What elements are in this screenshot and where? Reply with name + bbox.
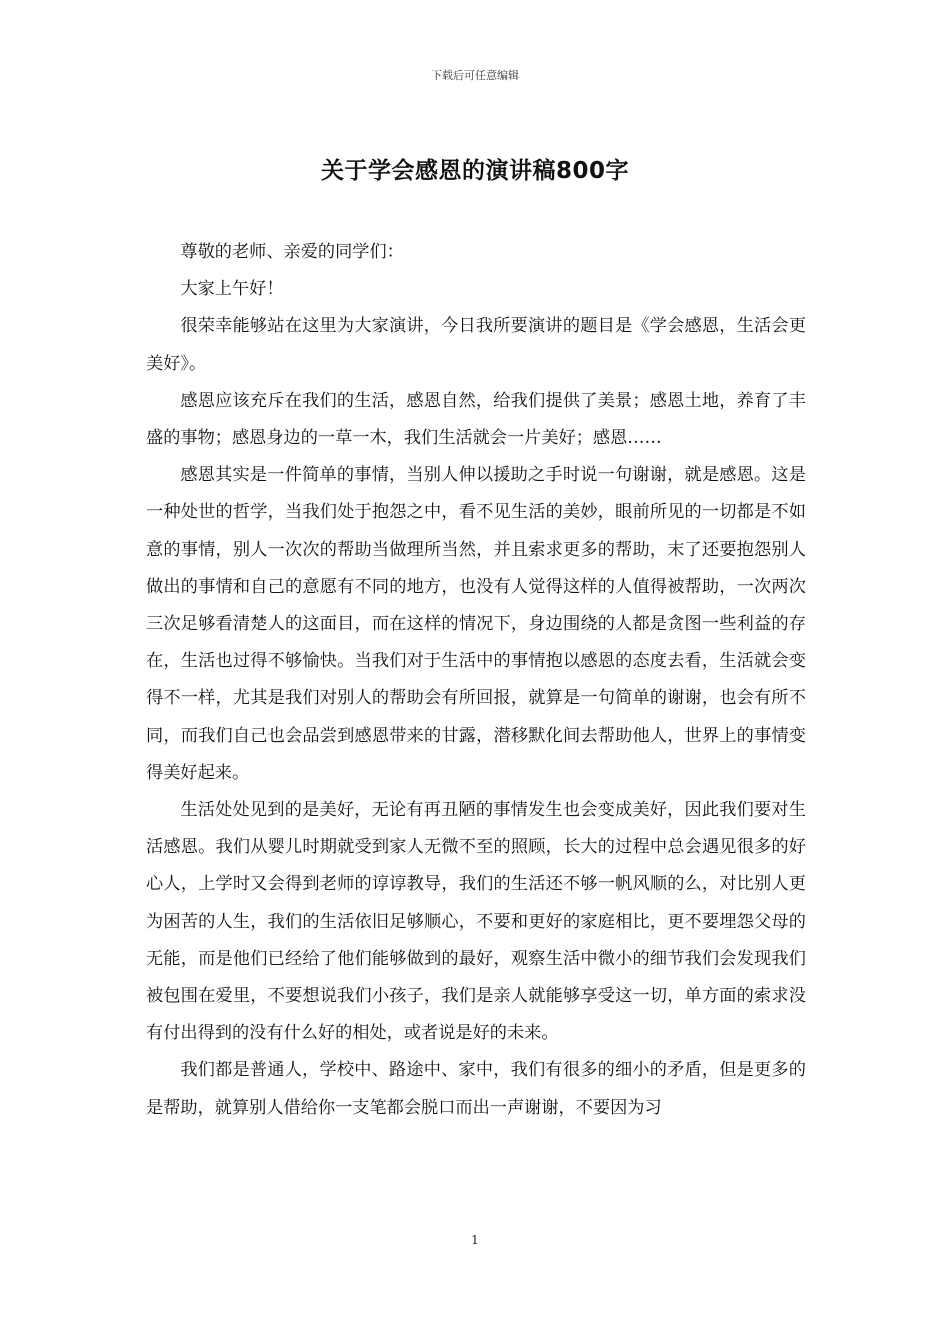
paragraph: 很荣幸能够站在这里为大家演讲，今日我所要演讲的题目是《学会感恩，生活会更美好》。 xyxy=(146,316,806,374)
paragraph: 感恩其实是一件简单的事情，当别人伸以援助之手时说一句谢谢，就是感恩。这是一种处世的哲学，当我们处于抱怨之中，看不见生活的美妙，眼前所见的一切都是不如意的事情，别人一次次的帮助当做理所当然，并且索求更多的帮助，末了还要抱怨别人做出的事情和自己的意愿有不同的地方，也没有人觉得这样的人值得被帮助，一次两次三次足够看清楚人的这面目，而在这样的情况下，身边围绕的人都是贪图一些利益的存在，生活也过得不够愉快。当我们对于生活中的事情抱以感恩的态度去看，生活就会变得不一样，尤其是我们对别人的帮助会有所回报，就算是一句简单的谢谢，也会有所不同，而我们自己也会品尝到感恩带来的甘露，潜移默化间去帮助他人，世界上的事情变得美好起来。 xyxy=(146,465,806,783)
document-body xyxy=(146,234,806,1127)
page-number: 1 xyxy=(471,1233,479,1247)
salutation: 尊敬的老师、亲爱的同学们： xyxy=(180,242,404,262)
page-header-note: 下载后可任意编辑 xyxy=(431,69,519,82)
greeting: 大家上午好！ xyxy=(180,279,284,300)
document-title: 关于学会感恩的演讲稿800字 xyxy=(320,158,629,184)
paragraph: 生活处处见到的是美好，无论有再丑陋的事情发生也会变成美好，因此我们要对生活感恩。我们从婴儿时期就受到家人无微不至的照顾，长大的过程中总会遇见很多的好心人，上学时又会得到老师的谆谆教导，我们的生活还不够一帆风顺的么，对比别人更为困苦的人生，我们的生活依旧足够顺心，不要和更好的家庭相比，更不要埋怨父母的无能，而是他们已经给了他们能够做到的最好，观察生活中微小的细节我们会发现我们被包围在爱里，不要想说我们小孩子，我们是亲人就能够享受这一切，单方面的索求没有付出得到的没有什么好的相处，或者说是好的未来。 xyxy=(146,800,806,1044)
paragraph: 我们都是普通人，学校中、路途中、家中，我们有很多的细小的矛盾，但是更多的是帮助，就算别人借给你一支笔都会脱口而出一声谢谢，不要因为习 xyxy=(146,1060,806,1118)
paragraph: 感恩应该充斥在我们的生活，感恩自然，给我们提供了美景；感恩土地，养育了丰盛的事物；感恩身边的一草一木，我们生活就会一片美好；感恩…… xyxy=(146,390,806,449)
